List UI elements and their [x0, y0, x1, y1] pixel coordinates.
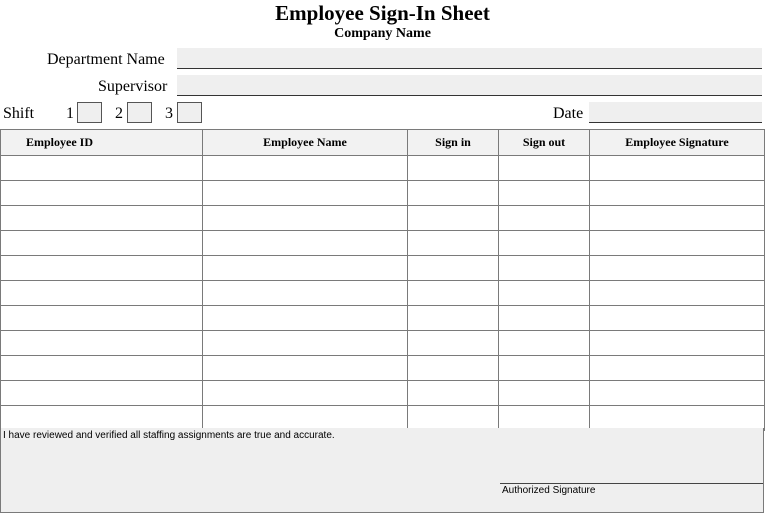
employee-id-cell[interactable] [1, 306, 203, 331]
table-row [1, 306, 765, 331]
table-body [1, 156, 765, 431]
table-row [1, 156, 765, 181]
employee-id-cell[interactable] [1, 281, 203, 306]
sheet-title: Employee Sign-In Sheet [275, 1, 490, 25]
sign-in-cell[interactable] [408, 281, 499, 306]
employee-id-cell[interactable] [1, 406, 203, 431]
sign-out-cell[interactable] [499, 331, 590, 356]
employee-signature-cell[interactable] [590, 406, 765, 431]
employee-name-cell[interactable] [203, 281, 408, 306]
shift-option-1-label: 1 [66, 105, 74, 122]
table-row [1, 356, 765, 381]
table-row [1, 231, 765, 256]
shift-2-checkbox[interactable] [127, 102, 152, 123]
sign-out-cell[interactable] [499, 406, 590, 431]
sign-out-cell[interactable] [499, 156, 590, 181]
col-employee-name: Employee Name [203, 130, 408, 156]
shift-3-checkbox[interactable] [177, 102, 202, 123]
sign-in-cell[interactable] [408, 256, 499, 281]
employee-id-cell[interactable] [1, 156, 203, 181]
sign-out-cell[interactable] [499, 306, 590, 331]
employee-signature-cell[interactable] [590, 306, 765, 331]
employee-id-cell[interactable] [1, 206, 203, 231]
employee-signature-cell[interactable] [590, 356, 765, 381]
sign-out-cell[interactable] [499, 181, 590, 206]
supervisor-field[interactable] [177, 75, 762, 96]
employee-signature-cell[interactable] [590, 181, 765, 206]
sign-in-cell[interactable] [408, 156, 499, 181]
employee-name-cell[interactable] [203, 331, 408, 356]
employee-signature-cell[interactable] [590, 281, 765, 306]
employee-name-cell[interactable] [203, 181, 408, 206]
attestation-panel [0, 428, 764, 513]
sign-in-cell[interactable] [408, 206, 499, 231]
sign-in-cell[interactable] [408, 356, 499, 381]
employee-id-cell[interactable] [1, 331, 203, 356]
sign-in-cell[interactable] [408, 406, 499, 431]
sign-in-cell[interactable] [408, 306, 499, 331]
shift-label: Shift [3, 105, 35, 122]
sign-out-cell[interactable] [499, 206, 590, 231]
date-label: Date [553, 105, 584, 122]
employee-id-cell[interactable] [1, 256, 203, 281]
employee-name-cell[interactable] [203, 381, 408, 406]
employee-name-cell[interactable] [203, 206, 408, 231]
sign-in-cell[interactable] [408, 331, 499, 356]
employee-signature-cell[interactable] [590, 156, 765, 181]
employee-signature-cell[interactable] [590, 331, 765, 356]
sign-in-cell[interactable] [408, 181, 499, 206]
employee-signature-cell[interactable] [590, 231, 765, 256]
sign-in-cell[interactable] [408, 381, 499, 406]
employee-signature-cell[interactable] [590, 206, 765, 231]
employee-name-cell[interactable] [203, 156, 408, 181]
supervisor-label: Supervisor [98, 78, 168, 95]
shift-option-2-label: 2 [115, 105, 123, 122]
employee-name-cell[interactable] [203, 231, 408, 256]
col-sign-in: Sign in [408, 130, 499, 156]
table-header-row [1, 130, 765, 156]
authorized-signature-label: Authorized Signature [502, 485, 596, 496]
attestation-text: I have reviewed and verified all staffing assignments are true and accurate. [3, 430, 335, 441]
table-row [1, 206, 765, 231]
sign-out-cell[interactable] [499, 381, 590, 406]
sign-out-cell[interactable] [499, 356, 590, 381]
employee-id-cell[interactable] [1, 356, 203, 381]
col-employee-id: Employee ID [1, 130, 203, 156]
employee-signature-cell[interactable] [590, 381, 765, 406]
department-label: Department Name [47, 51, 165, 68]
employee-name-cell[interactable] [203, 256, 408, 281]
date-field[interactable] [589, 102, 762, 123]
sign-out-cell[interactable] [499, 256, 590, 281]
shift-1-checkbox[interactable] [77, 102, 102, 123]
sign-in-cell[interactable] [408, 231, 499, 256]
table-row [1, 381, 765, 406]
employee-id-cell[interactable] [1, 381, 203, 406]
shift-option-3-label: 3 [165, 105, 173, 122]
table-row [1, 281, 765, 306]
employee-name-cell[interactable] [203, 406, 408, 431]
company-name: Company Name [334, 26, 431, 41]
table-row [1, 406, 765, 431]
sign-out-cell[interactable] [499, 231, 590, 256]
employee-signature-cell[interactable] [590, 256, 765, 281]
employee-name-cell[interactable] [203, 356, 408, 381]
employee-id-cell[interactable] [1, 231, 203, 256]
col-sign-out: Sign out [499, 130, 590, 156]
department-field[interactable] [177, 48, 762, 69]
col-employee-signature: Employee Signature [590, 130, 765, 156]
employee-id-cell[interactable] [1, 181, 203, 206]
employee-name-cell[interactable] [203, 306, 408, 331]
sign-out-cell[interactable] [499, 281, 590, 306]
sign-in-table [0, 129, 765, 431]
table-row [1, 331, 765, 356]
table-row [1, 256, 765, 281]
table-row [1, 181, 765, 206]
